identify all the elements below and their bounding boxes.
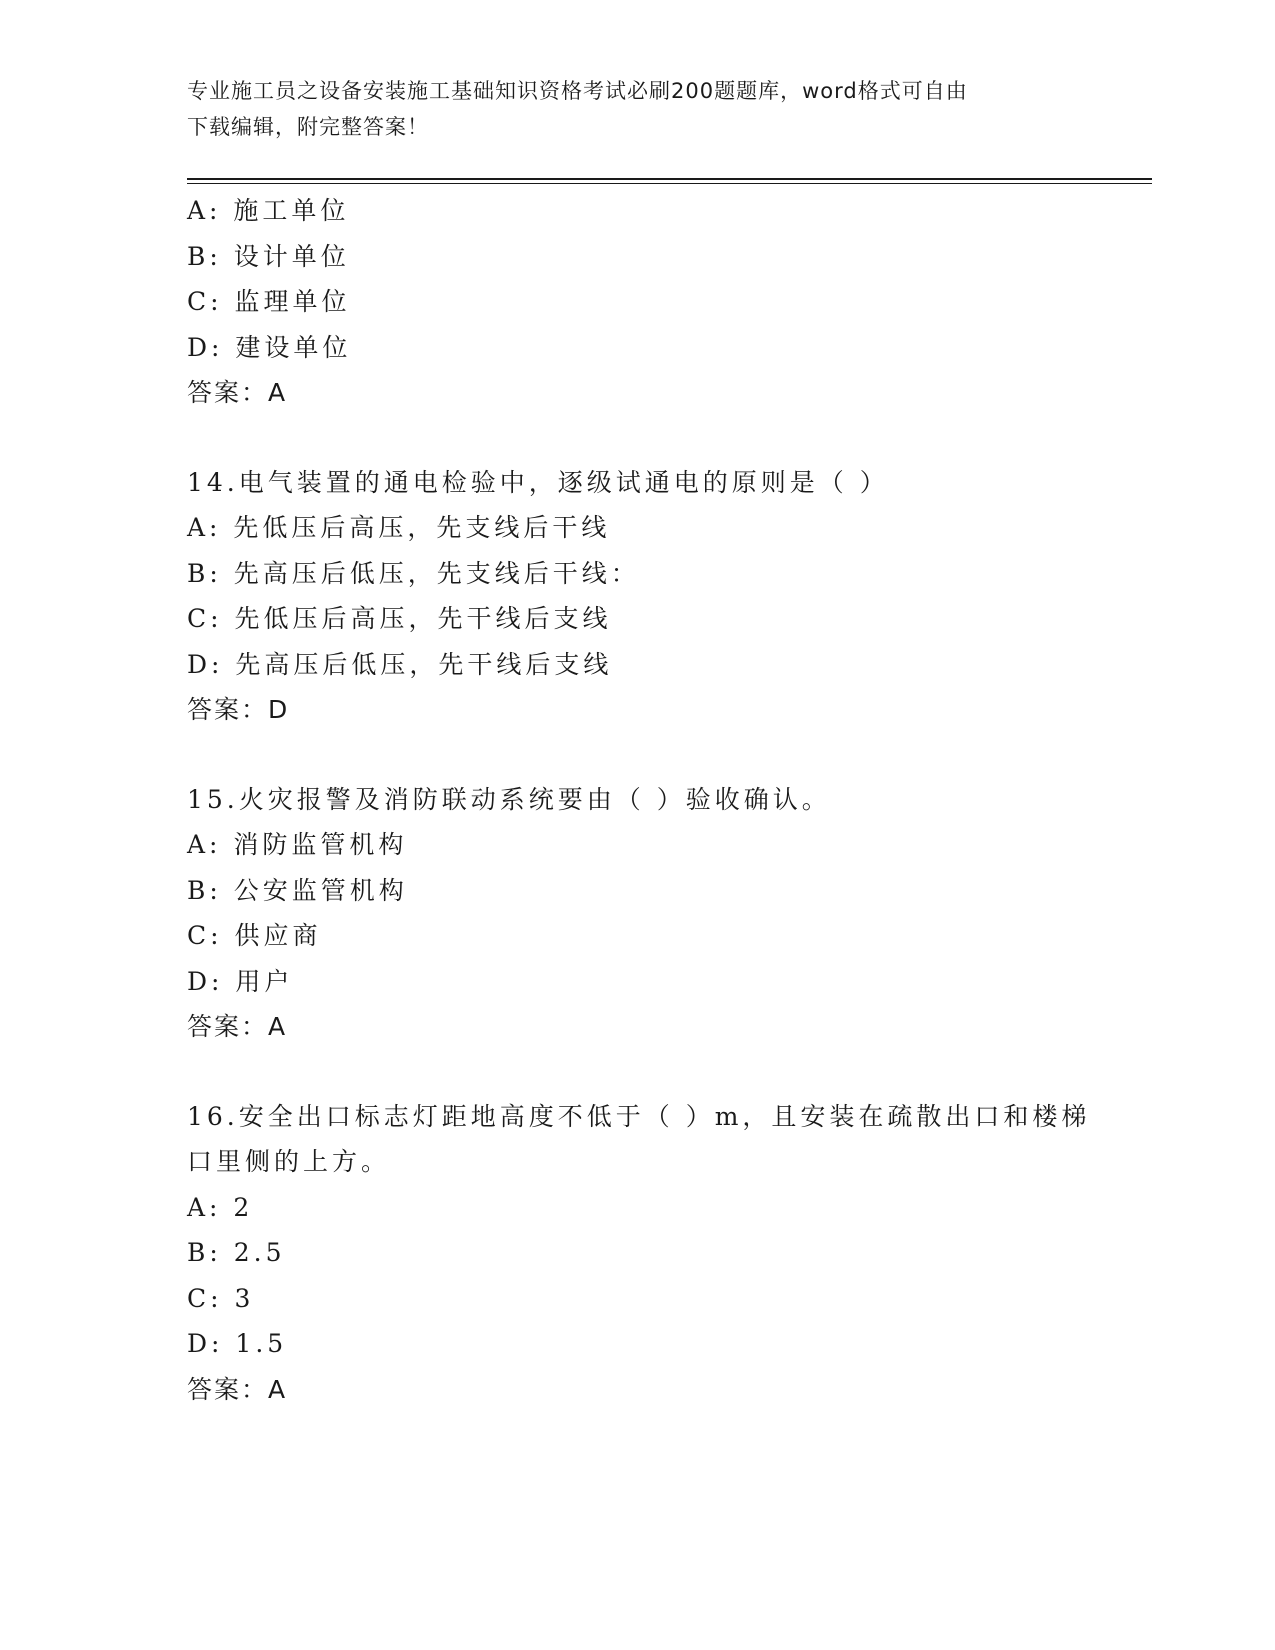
question-stem: 16.安全出口标志灯距地高度不低于（ ）m，且安装在疏散出口和楼梯 [187, 1101, 1091, 1131]
spacer [187, 733, 1152, 777]
question-stem: 14.电气装置的通电检验中，逐级试通电的原则是（ ） [187, 467, 889, 497]
answer-line: 答案：D [187, 695, 290, 724]
spacer [187, 1050, 1152, 1094]
option-d: D: 用户 [187, 966, 294, 996]
option-c: C: 先低压后高压，先干线后支线 [187, 604, 612, 633]
question-15-block [187, 777, 1152, 1050]
header-rule-thin [187, 183, 1152, 184]
question-13-block [187, 188, 1152, 416]
option-b: B: 先高压后低压，先支线后干线： [187, 558, 640, 588]
option-c: C: 监理单位 [187, 287, 351, 316]
option-d: D: 先高压后低压，先干线后支线 [187, 649, 613, 679]
option-a: A: 施工单位 [187, 196, 350, 225]
question-list [187, 188, 1152, 1412]
option-c: C: 3 [187, 1283, 255, 1313]
option-a: A: 消防监管机构 [187, 830, 408, 859]
answer-line: 答案：A [187, 1012, 288, 1041]
option-b: B: 2.5 [187, 1238, 286, 1267]
spacer [187, 416, 1152, 460]
option-d: D: 建设单位 [187, 332, 352, 362]
question-stem-continued: 口里侧的上方。 [187, 1147, 391, 1176]
option-a: A: 先低压后高压，先支线后干线 [187, 513, 611, 542]
option-b: B: 公安监管机构 [187, 875, 408, 905]
document-header [187, 73, 1067, 145]
answer-line: 答案：A [187, 1374, 288, 1404]
header-line-1: 专业施工员之设备安装施工基础知识资格考试必刷200题题库，word格式可自由 [187, 79, 968, 103]
option-a: A: 2 [187, 1192, 254, 1222]
question-16-block [187, 1094, 1152, 1413]
question-14-block [187, 460, 1152, 733]
option-d: D: 1.5 [187, 1329, 288, 1358]
answer-line: 答案：A [187, 378, 288, 407]
header-line-2: 下载编辑，附完整答案！ [187, 115, 429, 139]
option-b: B: 设计单位 [187, 241, 350, 271]
header-rule-thick [187, 178, 1152, 180]
question-stem: 15.火灾报警及消防联动系统要由（ ）验收确认。 [187, 784, 831, 814]
option-c: C: 供应商 [187, 921, 322, 950]
